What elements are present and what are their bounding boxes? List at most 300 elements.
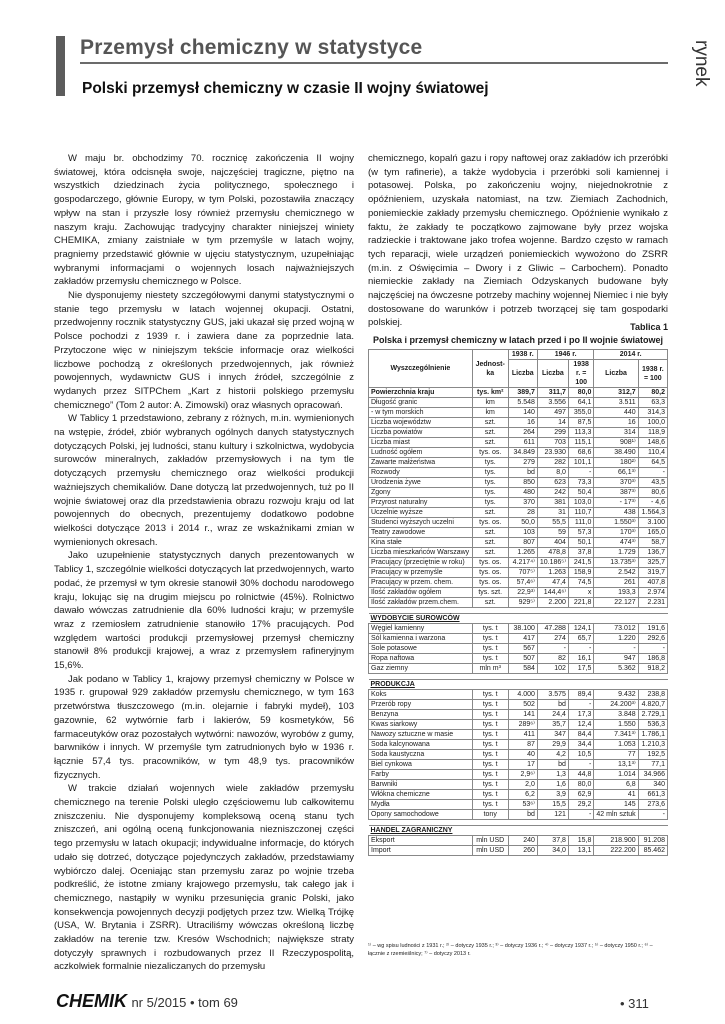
row-label: Mydła [369, 800, 473, 810]
cell-value: 929⁵⁾ [508, 598, 537, 608]
row-unit: mln USD [472, 836, 508, 846]
row-label: Barwniki [369, 780, 473, 790]
row-unit: tys. t [472, 740, 508, 750]
cell-value: 2.200 [537, 598, 568, 608]
journal-brand: CHEMIK [56, 991, 127, 1011]
cell-value: 325,7 [638, 558, 667, 568]
table-row [369, 448, 668, 458]
row-label: Sole potasowe [369, 644, 473, 654]
cell-value: 279 [508, 458, 537, 468]
table-row [369, 624, 668, 634]
row-label: Gaz ziemny [369, 664, 473, 674]
cell-value: - 17³⁾ [594, 498, 638, 508]
row-label: Biel cynkowa [369, 760, 473, 770]
row-unit: tys. t [472, 790, 508, 800]
table-row [369, 846, 668, 856]
cell-value: 158,9 [568, 568, 593, 578]
cell-value: 50,1 [568, 538, 593, 548]
cell-value: 118,9 [638, 428, 667, 438]
row-label: Pracujący (przeciętnie w roku) [369, 558, 473, 568]
table-row [369, 634, 668, 644]
row-label: Eksport [369, 836, 473, 846]
table-row [369, 508, 668, 518]
cell-value: 53⁶⁾ [508, 800, 537, 810]
cell-value: 34,0 [537, 846, 568, 856]
cell-value: 1.729 [594, 548, 638, 558]
header-unit: Jednost-ka [472, 350, 508, 388]
row-label: Przyrost naturalny [369, 498, 473, 508]
cell-value: bd [508, 468, 537, 478]
row-label: Długość granic [369, 398, 473, 408]
section-label [684, 40, 712, 102]
cell-value: 273,6 [638, 800, 667, 810]
cell-value: 35,7 [537, 720, 568, 730]
cell-value: 89,4 [568, 690, 593, 700]
row-unit: tony [472, 810, 508, 820]
cell-value: 101,1 [568, 458, 593, 468]
cell-value: 261 [594, 578, 638, 588]
table-row [369, 750, 668, 760]
cell-value: 121 [537, 810, 568, 820]
table-row [369, 700, 668, 710]
table-row [369, 538, 668, 548]
cell-value: 17,5 [568, 664, 593, 674]
cell-value: 1.210,3 [638, 740, 667, 750]
cell-value: 59 [537, 528, 568, 538]
cell-value: 2.974 [638, 588, 667, 598]
table-row [369, 720, 668, 730]
cell-value: bd [537, 700, 568, 710]
row-label: Sól kamienna i warzona [369, 634, 473, 644]
row-label: Uczelnie wyższe [369, 508, 473, 518]
cell-value: 44,8 [568, 770, 593, 780]
cell-value: 165,0 [638, 528, 667, 538]
cell-value: 918,2 [638, 664, 667, 674]
cell-value: 38.100 [508, 624, 537, 634]
cell-value: 807 [508, 538, 537, 548]
row-label: Pracujący w przemyśle [369, 568, 473, 578]
cell-value: 387³⁾ [594, 488, 638, 498]
table-row [369, 810, 668, 820]
left-column [54, 152, 354, 974]
cell-value: 42 mln sztuk [594, 810, 638, 820]
cell-value: - [537, 644, 568, 654]
cell-value: 2.542 [594, 568, 638, 578]
row-label: Nawozy sztuczne w masie [369, 730, 473, 740]
row-unit: mln m³ [472, 664, 508, 674]
cell-value: 14 [537, 418, 568, 428]
row-unit: tys. [472, 458, 508, 468]
statistics-table [368, 349, 668, 856]
cell-value: 16 [594, 418, 638, 428]
row-unit: szt. [472, 548, 508, 558]
cell-value: 438 [594, 508, 638, 518]
cell-value: 404 [537, 538, 568, 548]
cell-value: 180²⁾ [594, 458, 638, 468]
cell-value: 5.362 [594, 664, 638, 674]
cell-value: 381 [537, 498, 568, 508]
row-label: Opony samochodowe [369, 810, 473, 820]
cell-value: 3.100 [638, 518, 667, 528]
cell-value: 193,3 [594, 588, 638, 598]
cell-value: 218.900 [594, 836, 638, 846]
article-title: Polski przemysł chemiczny w czasie II wojny światowej [82, 80, 489, 97]
row-unit: tys. os. [472, 558, 508, 568]
cell-value: 2,9⁶⁾ [508, 770, 537, 780]
cell-value: - [638, 468, 667, 478]
cell-value: 47.288 [537, 624, 568, 634]
cell-value: 319,7 [638, 568, 667, 578]
cell-value: 58,7 [638, 538, 667, 548]
cell-value: 66,1³⁾ [594, 468, 638, 478]
paragraph: Nie dysponujemy niestety szczegółowymi danymi statystycznymi o stanie tego przemysłu w latach wojennej okupacji. Ostatni, przedwojenny rocznik statystyczny GUS, jaki ukazał się przed wojną w Polsce pochodzi z 1939 r. i zawiera dane za poprzednie lata. Przytoczone więc w niniejszym tekście informacje oraz wielkości liczbowe pochodzą z określonych przedwojennych, jak również powojennych, wydawnictw GUS i innych źródeł, szczególnie z wydanych przez SITPChem „Kart z historii polskiego przemysłu chemicznego” (Tom 2 autor: A. Zimowski) oraz własnych opracowań. [54, 290, 354, 411]
row-unit: szt. [472, 538, 508, 548]
cell-value: 110,4 [638, 448, 667, 458]
table-row [369, 438, 668, 448]
paragraph: Jak podano w Tablicy 1, krajowy przemysł chemiczny w Polsce w 1935 r. grupował 929 zakładów przemysłu chemicznego, w tym 163 przetwórstwa tłuszczowego (m.in. olejarnie i fabryki mydeł), 103 gazownie, 62 wytwórnie farb i lakierów, 59 kosmetyków, 56 farmaceutyków oraz pozostałych wytwórni: nawozów, wyrobów z gumy, barwników i innych. W przemyśle tym zatrudnionych było w 1936 r. łącznie 57,4 tys. pracowników, w tym 48,9 tys. pracowników fizycznych. [54, 673, 354, 781]
cell-value: 9.432 [594, 690, 638, 700]
row-unit: tys. t [472, 654, 508, 664]
cell-value: 347 [537, 730, 568, 740]
journal-footer [56, 991, 238, 1012]
cell-value: 13.735³⁾ [594, 558, 638, 568]
cell-value: 82 [537, 654, 568, 664]
header-description: Wyszczególnienie [369, 350, 473, 388]
header-liczba: Liczba [508, 360, 537, 388]
row-unit: tys. [472, 498, 508, 508]
cell-value: 110,7 [568, 508, 593, 518]
header-accent-bar [56, 36, 65, 96]
cell-value: 28 [508, 508, 537, 518]
section-title: Przemysł chemiczny w statystyce [80, 36, 423, 59]
cell-value: 13,1³⁾ [594, 760, 638, 770]
cell-value: 192,5 [638, 750, 667, 760]
cell-value: 1.053 [594, 740, 638, 750]
cell-value: 84,4 [568, 730, 593, 740]
table-title: Polska i przemysł chemiczny w latach przed i po II wojnie światowej [372, 335, 664, 345]
cell-value: bd [537, 760, 568, 770]
cell-value: x [568, 588, 593, 598]
cell-value: bd [508, 810, 537, 820]
cell-value: 37,8 [568, 548, 593, 558]
cell-value: 22.127 [594, 598, 638, 608]
row-label: Farby [369, 770, 473, 780]
table-section-header [369, 826, 668, 836]
cell-value: 3.575 [537, 690, 568, 700]
cell-value: 242 [537, 488, 568, 498]
table-row [369, 408, 668, 418]
cell-value: 57,3 [568, 528, 593, 538]
cell-value: 1.550³⁾ [594, 518, 638, 528]
table-row [369, 644, 668, 654]
row-label: Powierzchnia kraju [369, 388, 473, 398]
cell-value: 221,8 [568, 598, 593, 608]
cell-value: 16,1 [568, 654, 593, 664]
table-row [369, 528, 668, 538]
table-row [369, 478, 668, 488]
cell-value: 68,6 [568, 448, 593, 458]
cell-value: 4.820,7 [638, 700, 667, 710]
row-label: Liczba powiatów [369, 428, 473, 438]
cell-value: 10,5 [568, 750, 593, 760]
table-row [369, 690, 668, 700]
header-divider [80, 62, 668, 64]
cell-value: 148,6 [638, 438, 667, 448]
cell-value: 4.217⁴⁾ [508, 558, 537, 568]
cell-value: 191,6 [638, 624, 667, 634]
table-row [369, 588, 668, 598]
row-label: Przerób ropy [369, 700, 473, 710]
cell-value: 440 [594, 408, 638, 418]
cell-value: 241,5 [568, 558, 593, 568]
cell-value: 567 [508, 644, 537, 654]
cell-value: 536,3 [638, 720, 667, 730]
table-row [369, 388, 668, 398]
section-header-cell: HANDEL ZAGRANICZNY [369, 826, 668, 836]
cell-value: 908¹⁾ [594, 438, 638, 448]
row-label: Ilość zakładów ogółem [369, 588, 473, 598]
row-unit: tys. t [472, 624, 508, 634]
table-row [369, 558, 668, 568]
cell-value: 15,5 [537, 800, 568, 810]
section-label-text: rynek [691, 40, 712, 87]
row-label: Benzyna [369, 710, 473, 720]
cell-value: 6,2 [508, 790, 537, 800]
cell-value: 502 [508, 700, 537, 710]
cell-value: 370³⁾ [594, 478, 638, 488]
row-unit: szt. [472, 598, 508, 608]
row-unit: tys. t [472, 690, 508, 700]
header-1938: 1938 r. [508, 350, 537, 360]
table-row [369, 740, 668, 750]
cell-value: 478,8 [537, 548, 568, 558]
table-row [369, 770, 668, 780]
row-label: Kina stałe [369, 538, 473, 548]
row-unit: tys. t [472, 644, 508, 654]
cell-value: 703 [537, 438, 568, 448]
cell-value: 3.848 [594, 710, 638, 720]
cell-value: 57,4⁶⁾ [508, 578, 537, 588]
table-section-header [369, 614, 668, 624]
cell-value: 370 [508, 498, 537, 508]
row-unit: tys. t [472, 750, 508, 760]
cell-value: 80,6 [638, 488, 667, 498]
row-unit: tys. t [472, 780, 508, 790]
cell-value: 37,8 [537, 836, 568, 846]
row-label: Ilość zakładów przem.chem. [369, 598, 473, 608]
cell-value: 38.490 [594, 448, 638, 458]
cell-value: 5.548 [508, 398, 537, 408]
table-row [369, 498, 668, 508]
row-unit: km [472, 408, 508, 418]
cell-value: 264 [508, 428, 537, 438]
cell-value: - [568, 760, 593, 770]
cell-value: - [638, 810, 667, 820]
cell-value: 3.511 [594, 398, 638, 408]
row-unit: tys. os. [472, 518, 508, 528]
cell-value: 80,0 [568, 780, 593, 790]
section-header-cell: PRODUKCJA [369, 680, 668, 690]
cell-value: 299 [537, 428, 568, 438]
table-row [369, 730, 668, 740]
cell-value: 77 [594, 750, 638, 760]
table-row [369, 710, 668, 720]
table-row [369, 578, 668, 588]
row-label: Liczba mieszkańców Warszawy [369, 548, 473, 558]
table-row [369, 428, 668, 438]
table-row [369, 780, 668, 790]
cell-value: 584 [508, 664, 537, 674]
cell-value: 1,6 [537, 780, 568, 790]
cell-value: 145 [594, 800, 638, 810]
cell-value: 1.265 [508, 548, 537, 558]
table-row [369, 568, 668, 578]
cell-value: - [568, 468, 593, 478]
table-row [369, 398, 668, 408]
page-number: • 311 [620, 996, 649, 1011]
table-body [369, 388, 668, 856]
cell-value: 170³⁾ [594, 528, 638, 538]
cell-value: 24.200³⁾ [594, 700, 638, 710]
cell-value: 24,4 [537, 710, 568, 720]
cell-value: 77,1 [638, 760, 667, 770]
paragraph: chemicznego, kopalń gazu i ropy naftowej oraz zakładów ich przeróbki (w tym rafinerie), a także wydobycia i przeróbki soli kamiennej i potasowej. Polska, po zakończeniu wojny, niejednokrotnie z opóźnieniem, uzyskała natomiast, na tzw. Ziemiach Zachodnich, poniemieckie zakłady przemysłu chemicznego. Opóźnienie wynikało z faktu, że zakłady te początkowo zajmowane były przez wojska radzieckie i traktowane jako trofea wojenne. Bardzo często w ramach tych reparacji, wiele urządzeń poniemieckich wywożono do ZSRR (m.in. z Oświęcimia – Dwory i z Gliwic – Carbochem). Ponadto niemieckie zakłady na Ziemiach Odzyskanych budowane były najczęściej na ówczesne potrzeby machiny wojennej Niemiec i nie były dostosowane do warunków i potrzeb tworzącej się tam gospodarki polskiej. [368, 153, 668, 329]
cell-value: 34,4 [568, 740, 593, 750]
cell-value: 611 [508, 438, 537, 448]
cell-value: 43,5 [638, 478, 667, 488]
row-label: Zawarte małżeństwa [369, 458, 473, 468]
row-unit: km [472, 398, 508, 408]
row-unit: tys. t [472, 730, 508, 740]
cell-value: 8,0 [537, 468, 568, 478]
row-unit: tys. os. [472, 578, 508, 588]
paragraph: W maju br. obchodzimy 70. rocznicę zakończenia II wojny światowej, która odcisnęła swoje, najczęściej tragiczne, piętno na wszystkich dziedzinach życia politycznego, społecznego i gospodarczego, głównie Europy, w tym Polski, pozostawiła znaczący wpływ na stan i przyszłe losy również przemysłu chemicznego w naszym kraju. Zachowując tradycyjny charakter niniejszej winiety CHEMIKA, zmiany zaistniałe w tym przemyśle w latach wojny, pragniemy przedstawić głównie w ujęciu statystycznym, uzupełniając wybranymi informacjami o wojennych losach najważniejszych zakładów przemysłu chemicznego w Polsce. [54, 153, 354, 288]
cell-value: 1.263 [537, 568, 568, 578]
row-unit: szt. [472, 438, 508, 448]
cell-value: 64,1 [568, 398, 593, 408]
cell-value: 65,7 [568, 634, 593, 644]
row-label: - w tym morskich [369, 408, 473, 418]
cell-value: 1,3 [537, 770, 568, 780]
journal-issue: nr 5/2015 • tom 69 [131, 995, 238, 1010]
row-label: Pracujący w przem. chem. [369, 578, 473, 588]
header-2014: 2014 r. [594, 350, 668, 360]
cell-value: 1.550 [594, 720, 638, 730]
cell-value: 260 [508, 846, 537, 856]
table-caption [368, 322, 668, 345]
row-label: Soda kaustyczna [369, 750, 473, 760]
cell-value: 55,5 [537, 518, 568, 528]
cell-value: 85.462 [638, 846, 667, 856]
cell-value: 91.208 [638, 836, 667, 846]
cell-value: 62,9 [568, 790, 593, 800]
cell-value: 4,2 [537, 750, 568, 760]
cell-value: 41 [594, 790, 638, 800]
cell-value: 87,5 [568, 418, 593, 428]
row-unit: tys. t [472, 634, 508, 644]
header-index: 1938 r. = 100 [568, 360, 593, 388]
row-unit: tys. t [472, 700, 508, 710]
cell-value: 102 [537, 664, 568, 674]
cell-value: 34.966 [638, 770, 667, 780]
cell-value: 100,0 [638, 418, 667, 428]
row-unit: szt. [472, 428, 508, 438]
table-row [369, 836, 668, 846]
cell-value: 74,5 [568, 578, 593, 588]
table-row [369, 418, 668, 428]
cell-value: 141 [508, 710, 537, 720]
table-row [369, 458, 668, 468]
cell-value: 480 [508, 488, 537, 498]
paragraph: W trakcie działań wojennych wiele zakładów przemysłu chemicznego na terenie Polski uległo częściowemu lub całkowitemu zniszczeniu. Nie dysponujemy kompleksową oceną stanu tych zniszczeń, ani ogólną oceną funkcjonowania niezniszczonej części tego przemysłu w latach okupacji; indywidualne informacje, do których udało się dotrzeć, dotyczące pojedynczych zakładów, przedstawiamy wybiórczo dalej. Oceniając stan przemysłu zaraz po wojnie trzeba podkreślić, że istotne zmiany krajowego przemysłu, tak całego jak i chemicznego, nastąpiły w wyniku przesunięcia granic Polski, jako konsekwencja powojennych decyzji podjętych przez tzw. Wielką Trójkę (USA, W. Brytania i ZSRR). Utraciliśmy wówczas określoną liczbę zakładów na terenie tzw. Kresów Wschodnich; największe straty dotyczyły sprawnych i rozbudowanych przez II Rzeczypospolitą, aczkolwiek formalnie niezaliczanych do przemysłu [54, 783, 354, 973]
row-unit: tys. [472, 488, 508, 498]
row-label: Urodzenia żywe [369, 478, 473, 488]
cell-value: 311,7 [537, 388, 568, 398]
cell-value: 29,2 [568, 800, 593, 810]
row-unit: tys. t [472, 770, 508, 780]
row-label: Soda kalcynowana [369, 740, 473, 750]
cell-value: 2.729,1 [638, 710, 667, 720]
row-label: Ludność ogółem [369, 448, 473, 458]
row-unit: tys. t [472, 760, 508, 770]
cell-value: 947 [594, 654, 638, 664]
header-1946: 1946 r. [537, 350, 594, 360]
cell-value: 17,3 [568, 710, 593, 720]
cell-value: 411 [508, 730, 537, 740]
cell-value: 63,3 [638, 398, 667, 408]
row-unit: tys. os. [472, 568, 508, 578]
row-label: Węgiel kamienny [369, 624, 473, 634]
header-index: 1938 r. = 100 [638, 360, 667, 388]
table-row [369, 468, 668, 478]
cell-value: 507 [508, 654, 537, 664]
section-header-cell: WYDOBYCIE SUROWCÓW [369, 614, 668, 624]
cell-value: 661,3 [638, 790, 667, 800]
cell-value: 47,4 [537, 578, 568, 588]
table-row [369, 760, 668, 770]
cell-value: 10.186⁵⁾ [537, 558, 568, 568]
row-label: Włókna chemiczne [369, 790, 473, 800]
table-number: Tablica 1 [630, 322, 668, 332]
row-label: Studenci wyższych uczelni [369, 518, 473, 528]
cell-value: 2.231 [638, 598, 667, 608]
header-liczba: Liczba [594, 360, 638, 388]
cell-value: 340 [638, 780, 667, 790]
header-liczba: Liczba [537, 360, 568, 388]
cell-value: 497 [537, 408, 568, 418]
row-unit: tys. t [472, 800, 508, 810]
cell-value: 292,6 [638, 634, 667, 644]
table-row [369, 598, 668, 608]
cell-value: 222.200 [594, 846, 638, 856]
table-row [369, 800, 668, 810]
paragraph: Jako uzupełnienie statystycznych danych prezentowanych w Tablicy 1, szczególnie wielkości dotyczących lat przedwojennych, warto podać, że przemysł w tym okresie stanowił 30% dochodu narodowego kraju, lokując się na drugim miejscu po rolnictwie (45%). Rolnictwo dawało wówczas zatrudnienie dla 60% ludności kraju; w przemyśle wraz z rzemiosłem zatrudnienie stanowiło 17% pracujących. Pod względem wartości produkcji przemysłowej przemysł chemiczny stanowił 8% produkcji krajowej, a wraz z przemysłem rafineryjnym 15,6%. [54, 550, 354, 672]
cell-value: 850 [508, 478, 537, 488]
cell-value: 314,3 [638, 408, 667, 418]
row-unit: szt. [472, 508, 508, 518]
cell-value: 3,9 [537, 790, 568, 800]
table-section-header [369, 680, 668, 690]
cell-value: - 4,6 [638, 498, 667, 508]
cell-value: 29,9 [537, 740, 568, 750]
cell-value: 4.000 [508, 690, 537, 700]
cell-value: 13,1 [568, 846, 593, 856]
cell-value: 282 [537, 458, 568, 468]
cell-value: 73.012 [594, 624, 638, 634]
cell-value: 115,1 [568, 438, 593, 448]
cell-value: 40 [508, 750, 537, 760]
row-label: Liczba miast [369, 438, 473, 448]
